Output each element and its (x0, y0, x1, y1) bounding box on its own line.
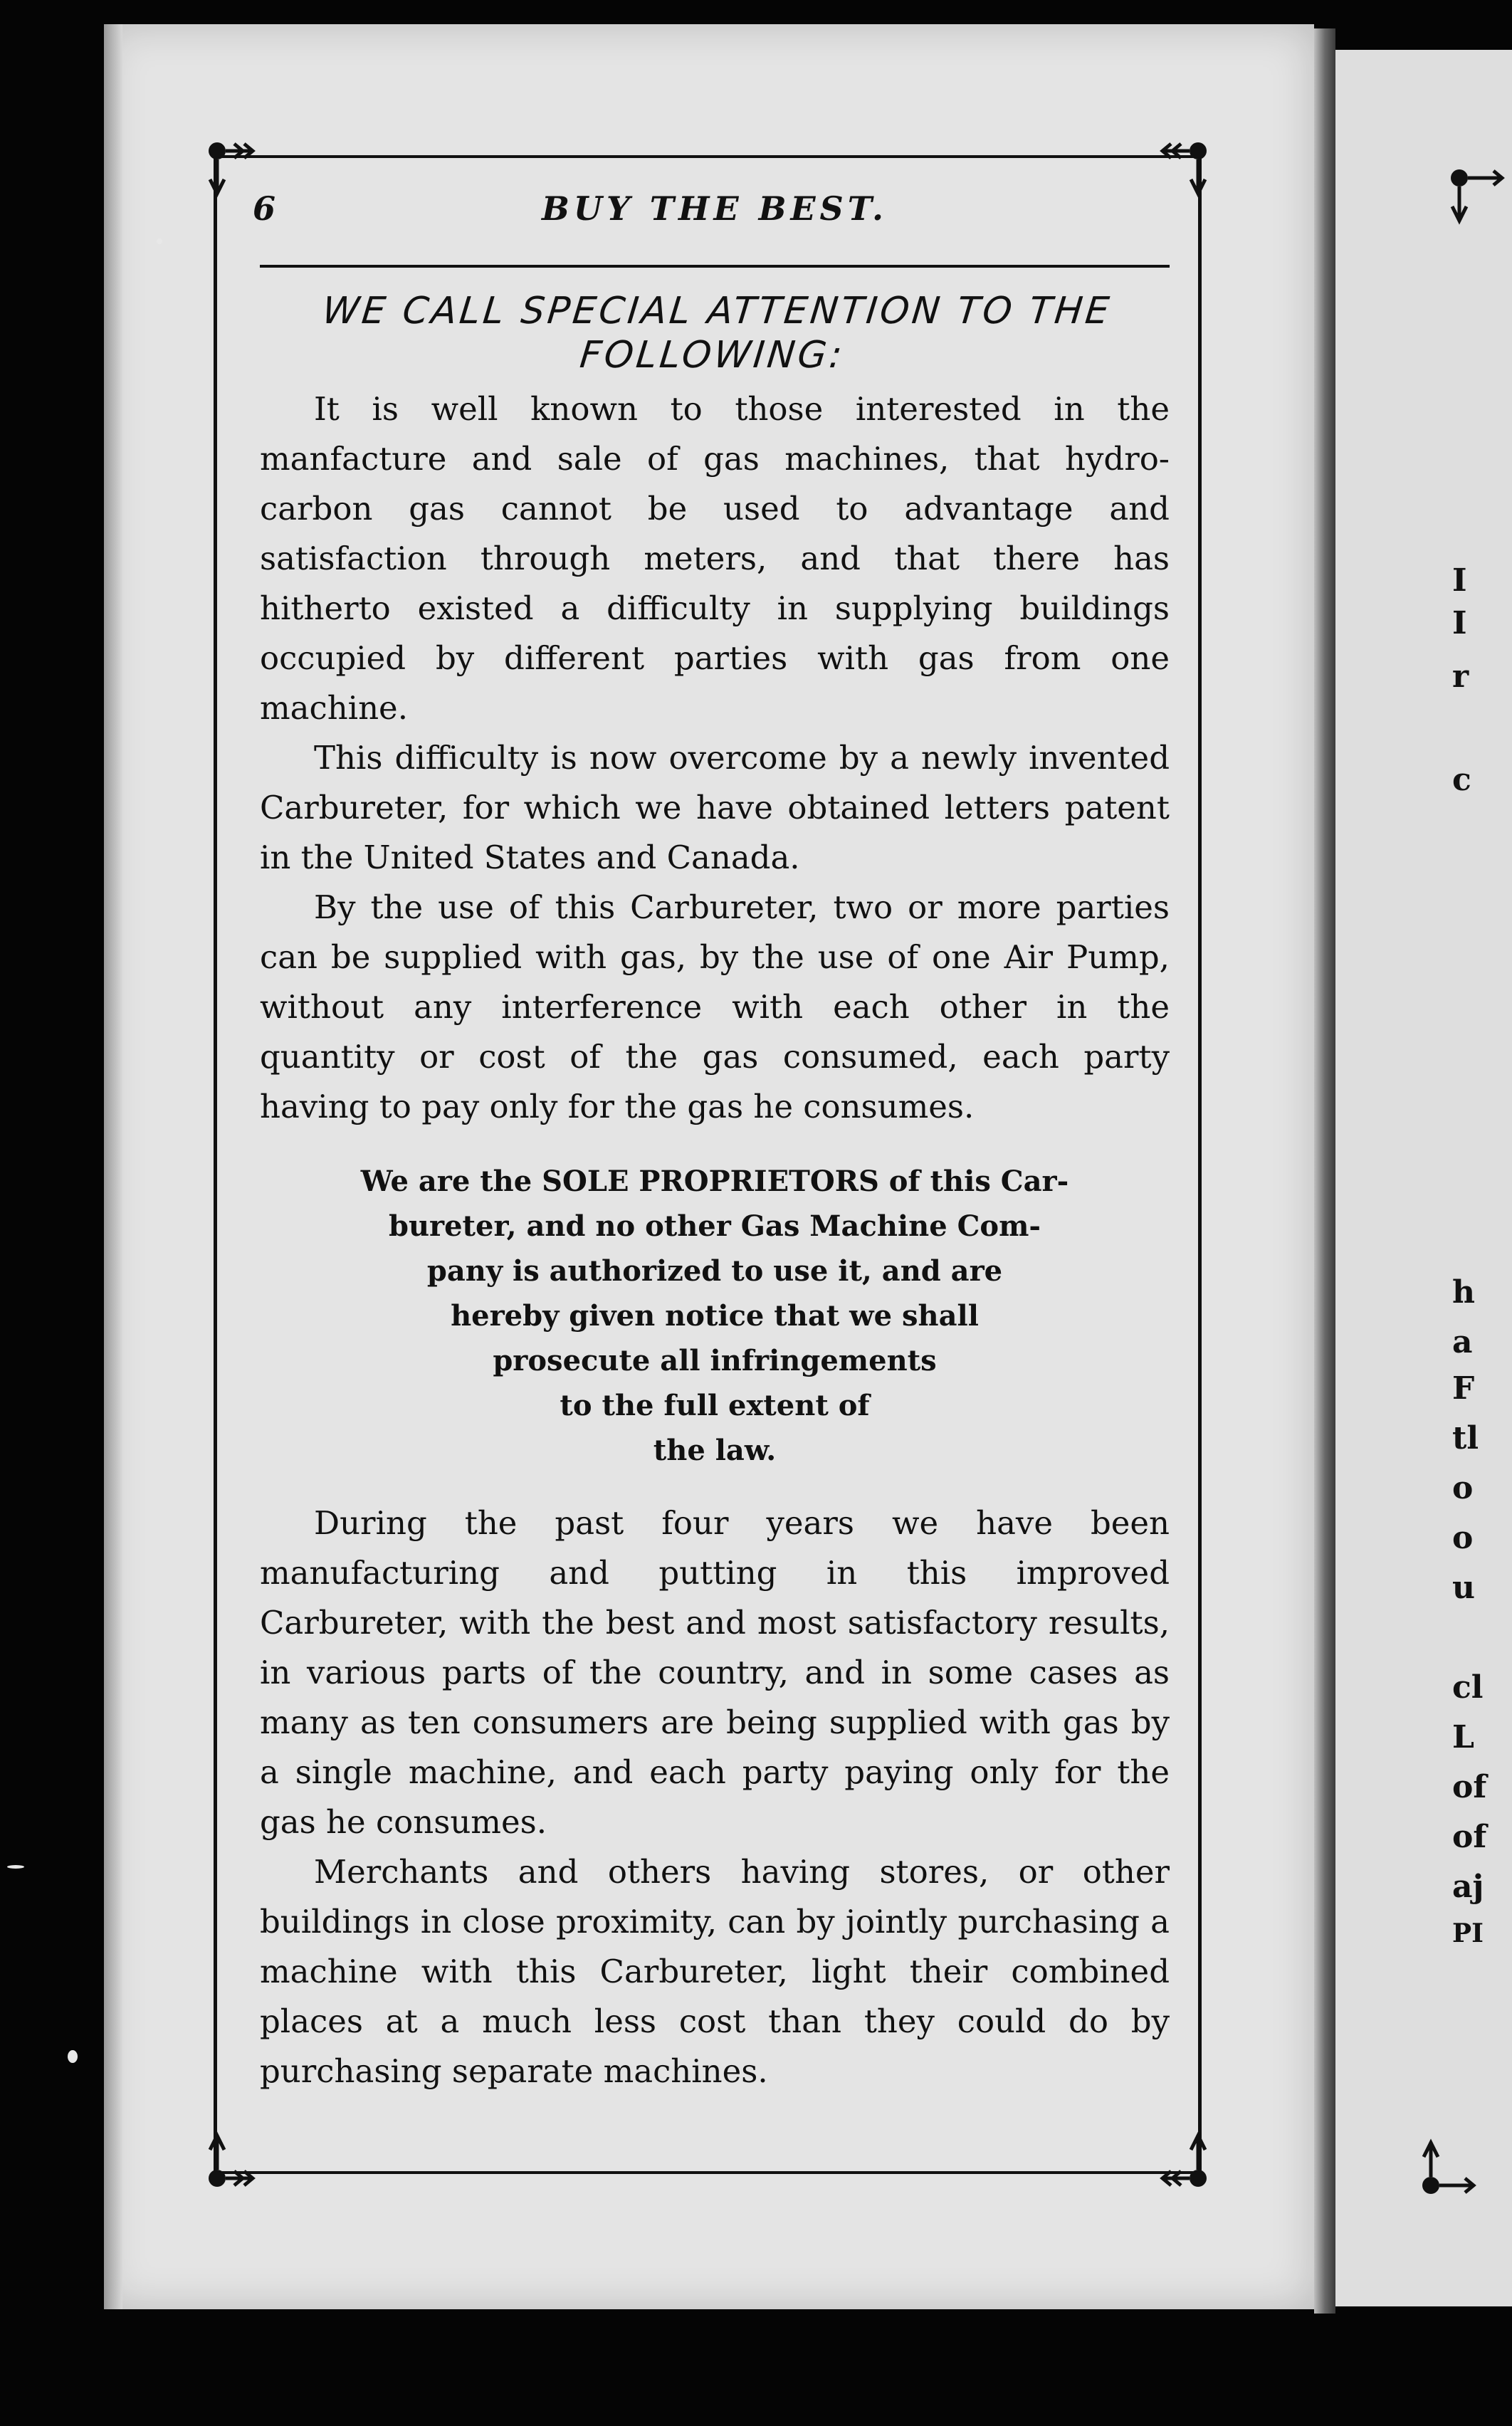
page-gutter (1314, 28, 1335, 2314)
right-page-fragment: c (1452, 762, 1471, 798)
right-page-ornament-bottom-icon (1417, 2121, 1495, 2200)
notice-line: bureter, and no other Gas Machine Com- (388, 1209, 1041, 1243)
notice-line: We are the SOLE PROPRIETORS of this Car- (360, 1165, 1069, 1198)
article-title-line-2: FOLLOWING: (577, 334, 847, 377)
right-page-fragment: o (1452, 1470, 1474, 1506)
notice-line: hereby given notice that we shall (451, 1299, 979, 1333)
right-page-fragment: h (1452, 1274, 1475, 1311)
right-page-fragment: r (1452, 658, 1469, 695)
header-rule (260, 265, 1170, 268)
article-body-continued (260, 1498, 1170, 2096)
right-page-fragment: L (1452, 1719, 1474, 1755)
paragraph: By the use of this Carbureter, two or more parties can be supplied with gas, by the use of one Air Pump, without any interference with each other in the quantity or cost of the gas consumed, each party having to pay only for the gas he consumes. (260, 888, 1170, 1125)
decorative-border (214, 155, 1202, 2174)
right-page-fragment: a (1452, 1324, 1473, 1360)
running-head: BUY THE BEST. (541, 189, 888, 228)
notice-line: prosecute all infringements (493, 1344, 937, 1377)
article-body (260, 384, 1170, 1132)
right-page-fragment: aj (1452, 1869, 1484, 1905)
page-header (253, 179, 1170, 236)
article-title-line-1: WE CALL SPECIAL ATTENTION TO THE (320, 290, 1114, 332)
right-page-fragment: PI (1452, 1918, 1484, 1948)
right-page (1335, 50, 1512, 2306)
right-page-fragment: o (1452, 1520, 1474, 1556)
paragraph: During the past four years we have been manufacturing and putting in this improved Carbureter, with the best and most satisfactory results, in various parts of the country, and in some cases as many as ten consumers are being supplied with gas by a single machine, and each party paying only for the gas he consumes. (260, 1504, 1170, 1841)
page-content (253, 179, 1170, 2150)
right-page-fragment: of (1452, 1769, 1487, 1805)
right-page-fragment: I (1452, 562, 1467, 599)
notice-line: the law. (653, 1434, 777, 1467)
right-page-ornament-top-icon (1445, 164, 1512, 242)
right-page-fragment: I (1452, 605, 1467, 641)
right-page-fragment: cl (1452, 1669, 1484, 1706)
notice-line: to the full extent of (560, 1389, 870, 1422)
paragraph: This difficulty is now overcome by a newly invented Carbureter, for which we have obtained letters patent in the United States and Canada. (260, 739, 1170, 876)
page-number: 6 (253, 189, 276, 228)
paragraph: It is well known to those interested in the manfacture and sale of gas machines, that hydro-carbon gas cannot be used to advantage and satisfaction through meters, and that there has hitherto existed a difficulty in supplying buildings occupied by different parties with gas from one machine. (260, 390, 1170, 727)
notice-line: pany is authorized to use it, and are (426, 1254, 1003, 1288)
right-page-fragment: F (1452, 1370, 1475, 1407)
right-page-fragment: u (1452, 1570, 1475, 1606)
right-page-fragment: tl (1452, 1420, 1479, 1456)
paragraph: Merchants and others having stores, or other buildings in close proximity, can by jointly purchasing a machine with this Carbureter, light their combined places at a much less cost than they could do by purchasing separate machines. (260, 1853, 1170, 2090)
article-title (255, 289, 1174, 377)
right-page-fragment: of (1452, 1819, 1487, 1855)
proprietors-notice (260, 1159, 1170, 1473)
